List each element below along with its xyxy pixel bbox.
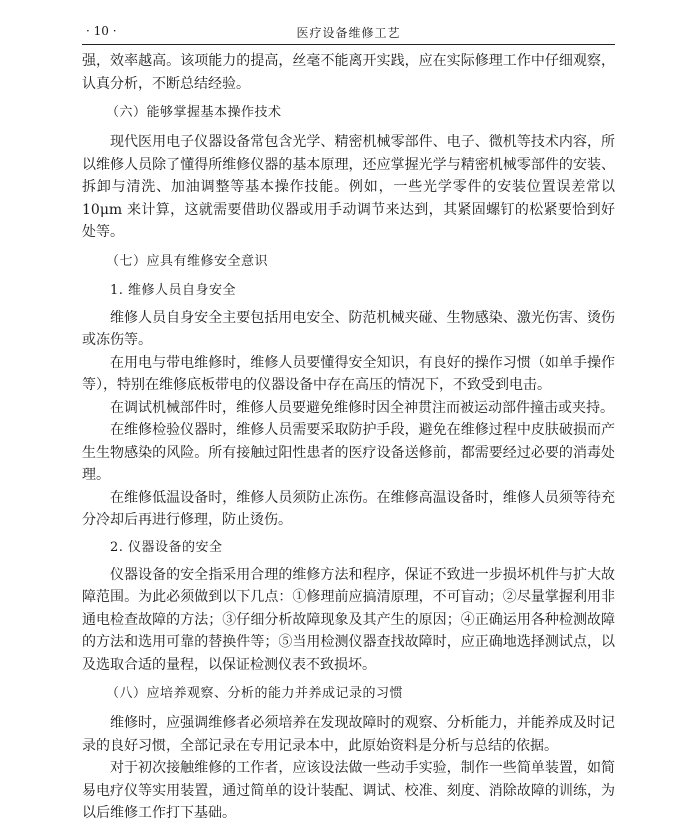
section-heading-8: （八）应培养观察、分析的能力并养成记录的习惯: [106, 686, 404, 701]
paragraph: 在调试机械部件时，维修人员要避免维修时因全神贯注而被运动部件撞击或夹持。: [110, 399, 614, 416]
section-heading-7: （七）应具有维修安全意识: [106, 253, 269, 269]
subsection-heading-1: 1. 维修人员自身安全: [110, 282, 237, 298]
section-heading-6: （六）能够掌握基本操作技术: [106, 105, 282, 120]
paragraph: 在用电与带电维修时，维修人员要懂得安全知识，有良好的操作习惯（如单手操作等），特别在维修底板带电的仪器设备中存在高压的情况下，不致受到电击。: [82, 354, 615, 393]
page-number: · 10 ·: [86, 24, 117, 38]
paragraph: 强，效率越高。该项能力的提高，丝毫不能离开实践，应在实际修理工作中仔细观察，认真分析，不断总结经验。: [82, 53, 615, 92]
paragraph: 仪器设备的安全指采用合理的维修方法和程序，保证不致进一步损坏机件与扩大故障范围。为此必须做到以下几点：①修理前应搞清原理，不可盲动；②尽量掌握利用非通电检查故障的方法；③仔细分析故障现象及其产生的原因；④正确运用各种检测故障的方法和选用可靠的替换件等；⑤当用检测仪器查找故障时，应正确地选择测试点，以及选取合适的量程，以保证检测仪表不致损坏。: [82, 566, 615, 673]
body-text: [82, 50, 615, 825]
paragraph: 对于初次接触维修的工作者，应该设法做一些动手实验，制作一些简单装置，如简易电疗仪等实用装置，通过简单的设计装配、调试、校准、刻度、消除故障的训练，为以后维修工作打下基础。: [82, 760, 615, 821]
paragraph: 在维修检验仪器时，维修人员需要采取防护手段，避免在维修过程中皮肤破损而产生生物感染的风险。所有接触过阳性患者的医疗设备送修前，都需要经过必要的消毒处理。: [82, 422, 615, 483]
paragraph: 现代医用电子仪器设备常包含光学、精密机械零部件、电子、微机等技术内容，所以维修人员除了懂得所维修仪器的基本原理，还应掌握光学与精密机械零部件的安装、拆卸与清洗、加油调整等基本操作技能。例如，一些光学零件的安装位置误差常以 10μm 来计算，这就需要借助仪器或用手动调节来达到，其紧固螺钉的松紧要恰到好处等。: [82, 134, 615, 240]
subsection-heading-2: 2. 仪器设备的安全: [110, 539, 223, 555]
running-header: [82, 22, 615, 45]
book-title: 医疗设备维修工艺: [296, 26, 401, 40]
paragraph: 维修时，应强调维修者必须培养在发现故障时的观察、分析能力，并能养成及时记录的良好习惯，全部记录在专用记录本中，此原始资料是分析与总结的依据。: [82, 715, 615, 754]
paragraph: 维修人员自身安全主要包括用电安全、防范机械夹碰、生物感染、激光伤害、烫伤或冻伤等。: [82, 309, 615, 348]
paragraph: 在维修低温设备时，维修人员须防止冻伤。在维修高温设备时，维修人员须等待充分冷却后再进行修理，防止烫伤。: [82, 489, 615, 528]
